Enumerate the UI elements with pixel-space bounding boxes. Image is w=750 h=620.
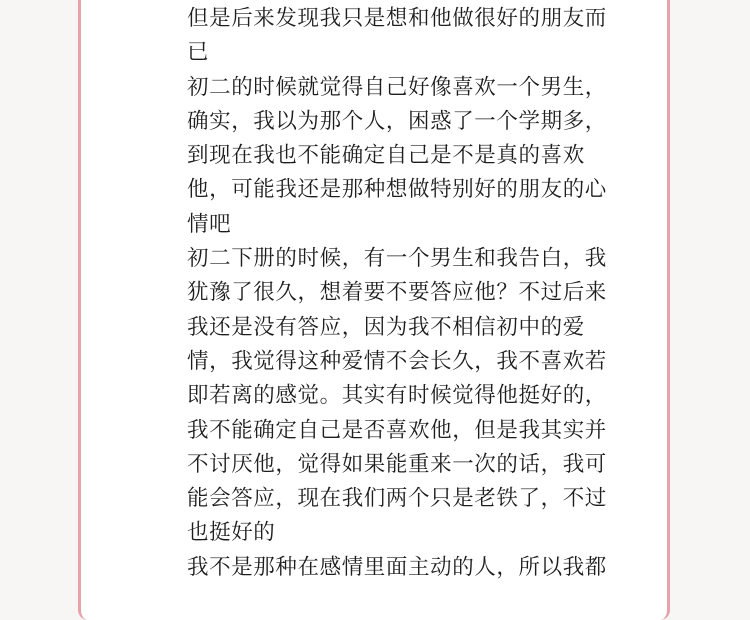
text-line: 但是后来发现我只是想和他做很好的朋友而: [187, 6, 607, 31]
text-line: 确实，我以为那个人，困惑了一个学期多，: [187, 108, 607, 134]
text-line: 情，我觉得这种爱情不会长久，我不喜欢若: [187, 348, 607, 374]
text-line: 犹豫了很久，想着要不要答应他？不过后来: [187, 280, 607, 306]
text-line: 不讨厌他，觉得如果能重来一次的话，我可: [187, 451, 607, 477]
text-line: 初二的时候就觉得自己好像喜欢一个男生，: [187, 74, 607, 100]
text-line: 我还是没有答应，因为我不相信初中的爱: [187, 314, 585, 340]
text-content: [187, 2, 627, 585]
text-line: 情吧: [187, 211, 232, 237]
text-line: 他，可能我还是那种想做特别好的朋友的心: [187, 177, 607, 203]
text-line: 已: [187, 40, 210, 66]
text-line: 即若离的感觉。其实有时候觉得他挺好的，: [187, 383, 607, 409]
text-line: 我不是那种在感情里面主动的人，所以我都: [187, 554, 607, 580]
text-line: 到现在我也不能确定自己是不是真的喜欢: [187, 143, 585, 169]
text-line: 我不能确定自己是否喜欢他，但是我其实并: [187, 417, 607, 443]
text-line: 也挺好的: [187, 520, 276, 546]
text-line: 能会答应，现在我们两个只是老铁了，不过: [187, 486, 607, 512]
text-line: 初二下册的时候，有一个男生和我告白，我: [187, 246, 607, 272]
